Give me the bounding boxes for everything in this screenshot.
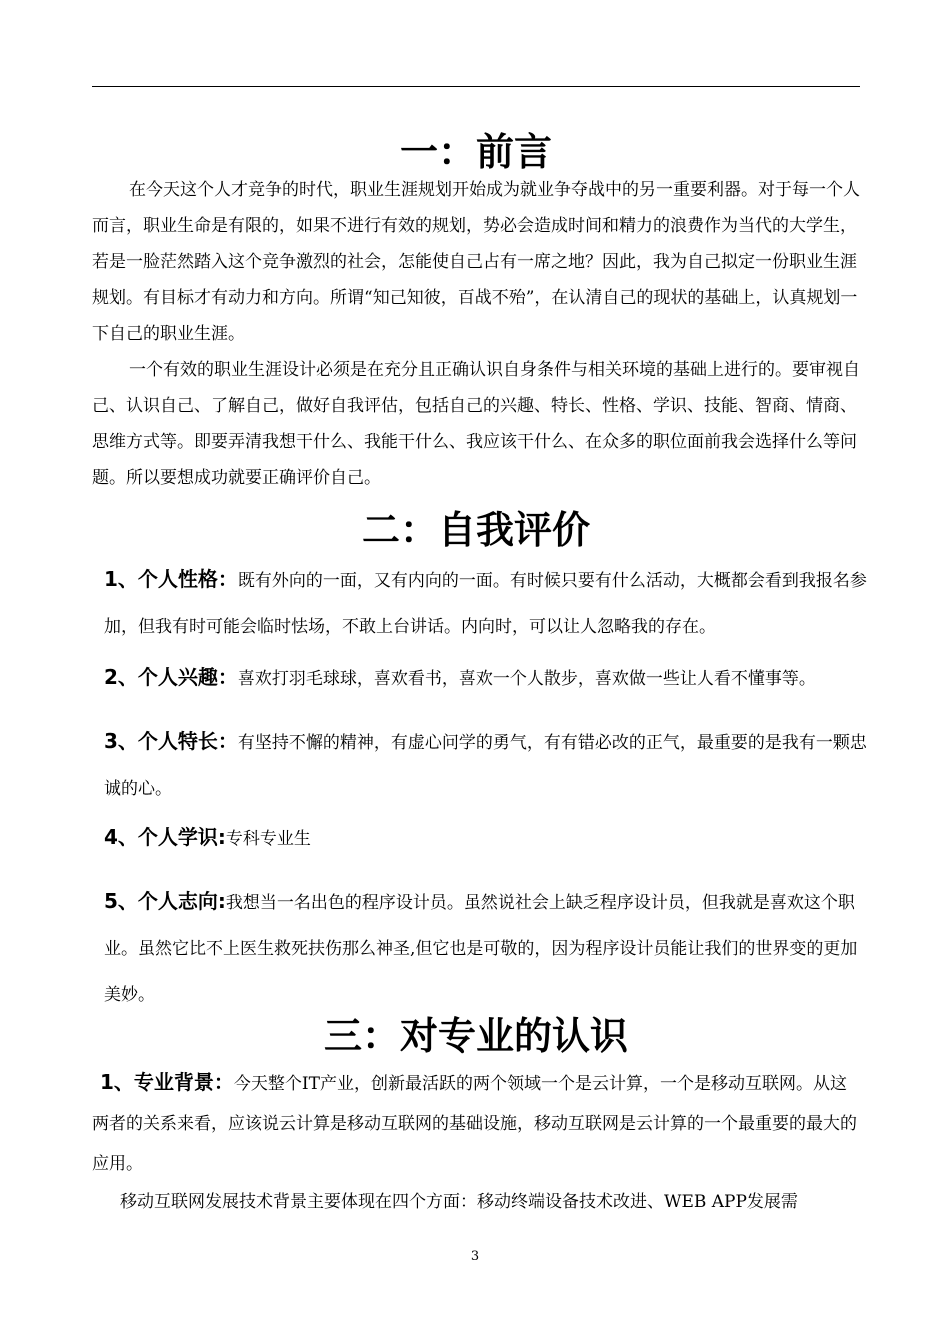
item-label: 3、个人特长：: [104, 729, 238, 753]
section-heading-self-evaluation: 二：自我评价: [361, 508, 590, 552]
self-evaluation-item-ambition: [104, 878, 870, 1018]
item-label: 2、个人兴趣：: [104, 665, 238, 689]
preface-paragraph-2: 一个有效的职业生涯设计必须是在充分且正确认识自身条件与相关环境的基础上进行的。要审视自己、认识自己、了解自己，做好自我评估，包括自己的兴趣、特长、性格、学识、技能、智商、情商、思维方式等。即要弄清我想干什么、我能干什么、我应该干什么、在众多的职位面前我会选择什么等问题。所以要想成功就要正确评价自己。: [92, 360, 860, 488]
major-paragraph-1: 移动互联网发展技术背景主要体现在四个方面：移动终端设备技术改进、WEB APP发展需: [120, 1192, 798, 1212]
self-evaluation-item-strengths: [104, 718, 870, 812]
header-rule: [92, 86, 860, 87]
page-number: 3: [470, 1249, 480, 1264]
item-label: 1、个人性格：: [104, 567, 238, 591]
item-label: 4、个人学识:: [104, 825, 226, 849]
section-heading-major-understanding: 三：对专业的认识: [323, 1014, 628, 1058]
item-text: 有坚持不懈的精神，有虚心问学的勇气，有有错必改的正气，最重要的是我有一颗忠诚的心。: [104, 733, 867, 799]
item-label: 5、个人志向:: [104, 889, 226, 913]
self-evaluation-item-personality: [104, 556, 870, 650]
item-text: 喜欢打羽毛球球，喜欢看书，喜欢一个人散步，喜欢做一些让人看不懂事等。: [237, 669, 816, 689]
self-evaluation-item-interests: [104, 654, 870, 702]
item-text: 我想当一名出色的程序设计员。虽然说社会上缺乏程序设计员，但我就是喜欢这个职业。虽然它比不上医生救死扶伤那么神圣,但它也是可敬的，因为程序设计员能让我们的世界变的更加美妙。: [104, 893, 858, 1005]
self-evaluation-item-education: [104, 814, 870, 862]
item-text: 今天整个IT产业，创新最活跃的两个领域一个是云计算，一个是移动互联网。从这两者的关系来看，应该说云计算是移动互联网的基础设施，移动互联网是云计算的一个最重要的最大的应用。: [92, 1074, 857, 1174]
preface-paragraph-1: 在今天这个人才竞争的时代，职业生涯规划开始成为就业争夺战中的另一重要利器。对于每一个人而言，职业生命是有限的，如果不进行有效的规划，势必会造成时间和精力的浪费作为当代的大学生，若是一脸茫然踏入这个竞争激烈的社会，怎能使自己占有一席之地？因此，我为自己拟定一份职业生涯规划。有目标才有动力和方向。所谓“知己知彼，百战不殆”，在认清自己的现状的基础上，认真规划一下自己的职业生涯。: [92, 180, 860, 344]
item-text: 专科专业生: [225, 829, 311, 849]
item-text: 既有外向的一面，又有内向的一面。有时候只要有什么活动，大概都会看到我报名参加，但我有时可能会临时怯场，不敢上台讲话。内向时，可以让人忽略我的存在。: [104, 571, 867, 637]
section-heading-preface: 一：前言: [399, 130, 552, 174]
item-label: 1、专业背景：: [100, 1070, 234, 1094]
major-item-background: [92, 1062, 862, 1184]
